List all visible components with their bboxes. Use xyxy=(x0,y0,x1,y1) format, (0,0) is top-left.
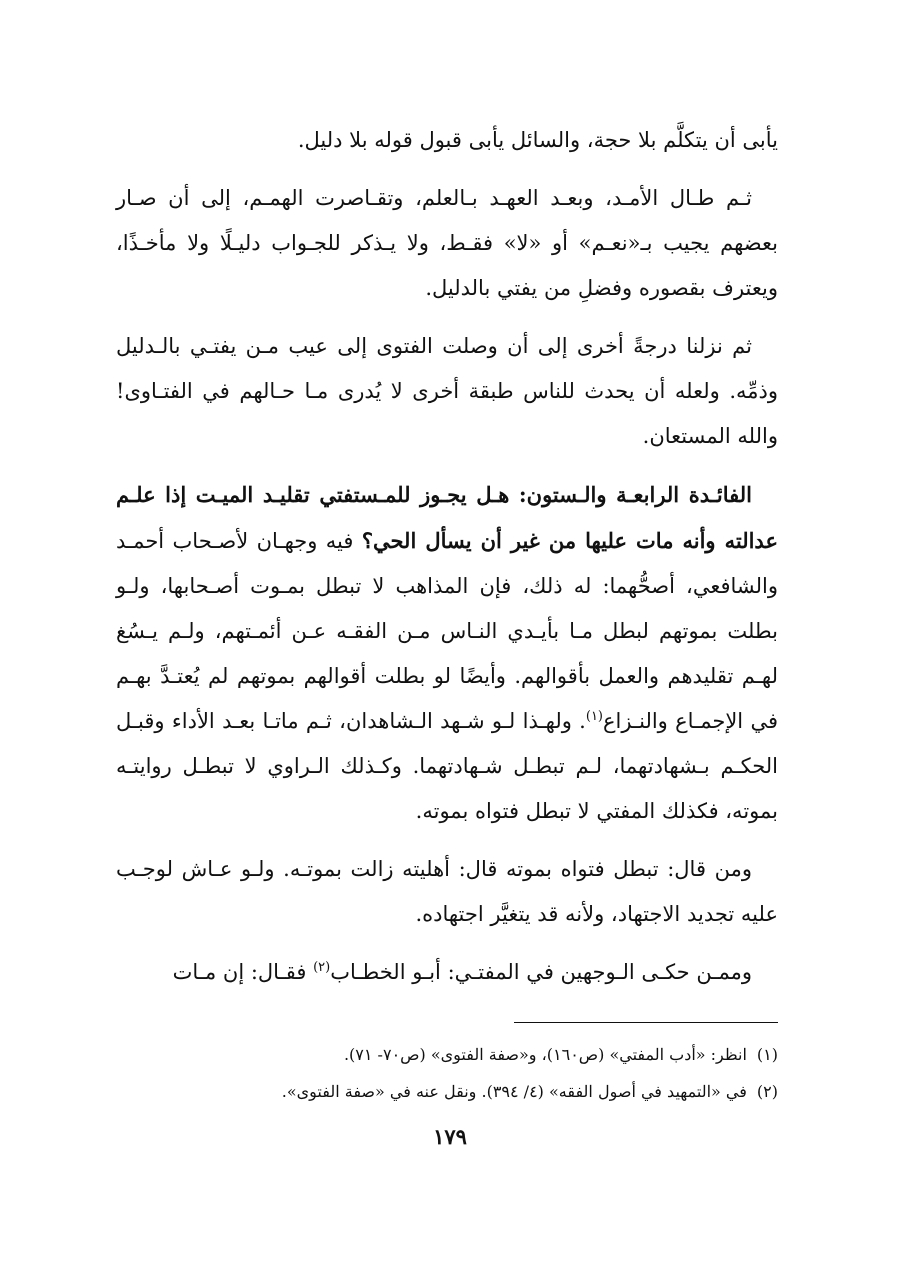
paragraph xyxy=(116,847,778,937)
benefit-heading: الفائـدة الرابعـة والـستون: هـل يجـوز للمـستفتي تقليـد الميـت إذا علـم عدالته وأنه مات عليها من غير أن يسأل الحي؟ xyxy=(116,482,778,553)
paragraph-text: ثـم طـال الأمـد، وبعـد العهـد بـالعلم، وتقـاصرت الهمـم، إلى أن صـار بعضهم يجيب بـ«نعـم» أو «لا» فقـط، ولا يـذكر للجـواب دليـلًا ولا مأخـذًا، ويعترف بقصوره وفضلِ من يفتي بالدليل. xyxy=(116,186,778,300)
footnote-marker: (٢) xyxy=(756,1082,778,1101)
paragraph-text: فيه وجهـان لأصـحاب أحمـد والشافعي، أصحُّهما: له ذلك، فإن المذاهب لا تبطل بمـوت أصـحابها، ولـو بطلت بموتهم لبطل مـا بأيـدي النـاس مـن الفقـه عـن أئمـتهم، ولـم يـسُغ لهـم تقليدهم والعمل بأقوالهم. وأيضًا لو بطلت أقوالهم بموتهم لم يُعتـدَّ بهـم في الإجمـاع والنـزاع xyxy=(116,529,779,733)
footnotes xyxy=(116,1036,778,1110)
paragraph-text: وممـن حكـى الـوجهين في المفتـي: أبـو الخطـاب xyxy=(330,960,752,984)
benefit-64-paragraph xyxy=(116,472,778,834)
footnote-reference-2[interactable]: (٢) xyxy=(313,960,331,975)
paragraph-text: ومن قال: تبطل فتواه بموته قال: أهليته زالت بموتـه. ولـو عـاش لوجـب عليه تجديد الاجتهاد، ولأنه قد يتغيَّر اجتهاده. xyxy=(116,857,778,926)
footnote-2 xyxy=(116,1073,778,1110)
paragraph-text: يأبى أن يتكلَّم بلا حجة، والسائل يأبى قبول قوله بلا دليل. xyxy=(297,128,778,152)
footnote-divider xyxy=(514,1022,778,1023)
footnote-1 xyxy=(116,1036,778,1073)
paragraph-text-continued: . ولهـذا لـو شـهد الـشاهدان، ثـم ماتـا بعـد الأداء وقبـل الحكـم بـشهادتهما، لـم تبطـل شـهادتهما. وكـذلك الـراوي لا تبطـل روايتـه بموته، فكذلك المفتي لا تبطل فتواه بموته. xyxy=(116,709,778,823)
footnote-text: انظر: «أدب المفتي» (ص١٦٠)، و«صفة الفتوى» (ص٧٠- ٧١). xyxy=(343,1045,747,1064)
page-number: ١٧٩ xyxy=(433,1124,467,1149)
footnote-text: في «التمهيد في أصول الفقه» (٤/ ٣٩٤). ونقل عنه في «صفة الفتوى». xyxy=(281,1082,747,1101)
paragraph-text-continued: فقـال: إن مـات xyxy=(172,960,314,984)
paragraph xyxy=(116,176,778,311)
main-text xyxy=(116,118,778,1008)
footnote-reference-1[interactable]: (١) xyxy=(585,709,603,724)
footnote-marker: (١) xyxy=(756,1045,778,1064)
paragraph xyxy=(116,950,778,995)
paragraph-continuation xyxy=(116,118,778,163)
paragraph-text: ثم نزلنا درجةً أخرى إلى أن وصلت الفتوى إلى عيب مـن يفتـي بالـدليل وذمِّه. ولعله أن يحدث للناس طبقة أخرى لا يُدرى مـا حـالهم في الفتـاوى! والله المستعان. xyxy=(116,334,778,448)
paragraph xyxy=(116,324,778,459)
